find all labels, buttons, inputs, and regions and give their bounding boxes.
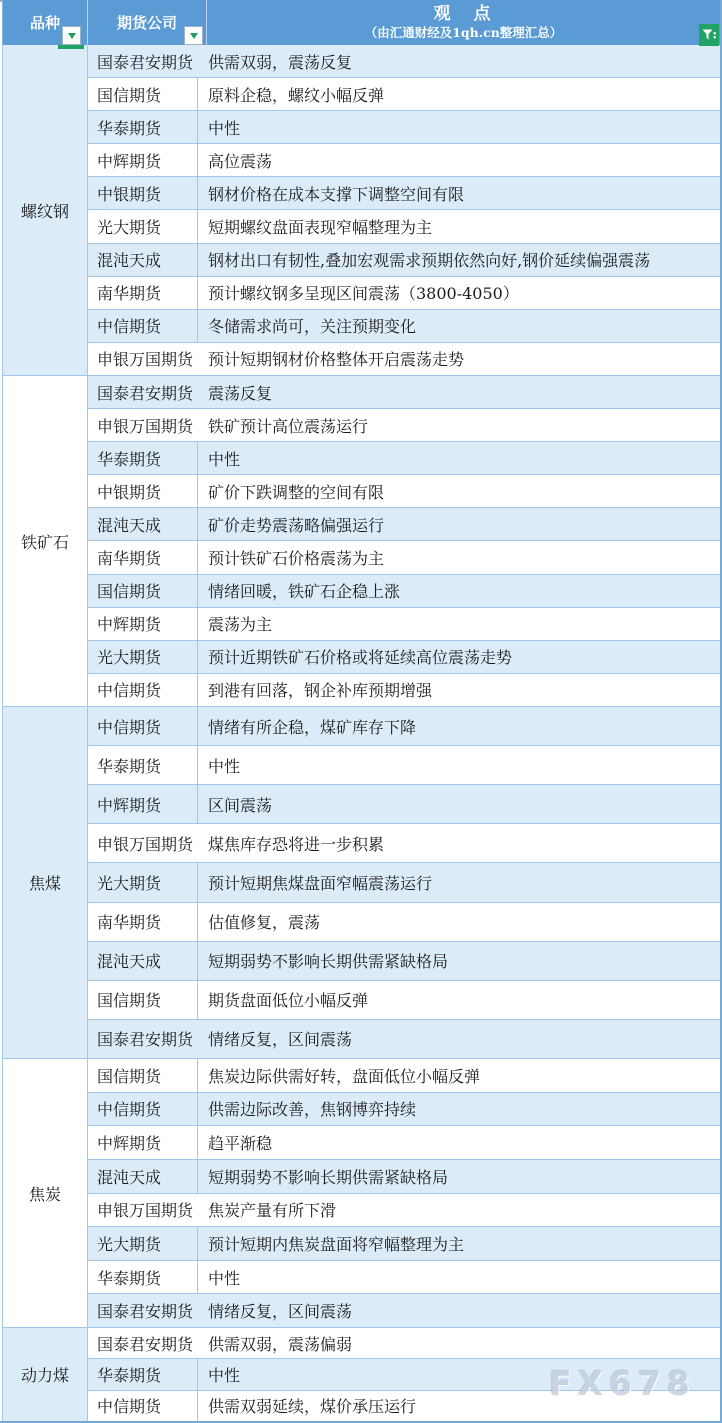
company-cell[interactable]: 中辉期货 bbox=[88, 785, 198, 823]
table-row[interactable] bbox=[88, 508, 720, 541]
table-row[interactable] bbox=[88, 277, 720, 310]
header-view-title: 观 点 bbox=[433, 4, 494, 25]
company-cell[interactable]: 申银万国期货 bbox=[97, 1201, 194, 1221]
company-cell[interactable]: 国信期货 bbox=[88, 575, 198, 607]
company-cell[interactable]: 光大期货 bbox=[88, 1227, 198, 1260]
commodity-section bbox=[3, 45, 720, 376]
view-cell[interactable]: 预计近期铁矿石价格或将延续高位震荡走势 bbox=[208, 648, 513, 668]
company-cell[interactable]: 混沌天成 bbox=[88, 508, 198, 540]
table-row[interactable] bbox=[88, 863, 720, 902]
table-row[interactable] bbox=[88, 376, 720, 409]
table-row[interactable] bbox=[88, 981, 720, 1020]
company-cell[interactable]: 南华期货 bbox=[88, 277, 198, 309]
view-cell[interactable]: 到港有回落，钢企补库预期增强 bbox=[208, 681, 433, 701]
view-cell[interactable]: 冬储需求尚可，关注预期变化 bbox=[208, 317, 417, 337]
table-row[interactable] bbox=[88, 244, 720, 277]
view-cell[interactable]: 供需双弱，震荡反复 bbox=[208, 52, 353, 72]
table-row[interactable] bbox=[88, 746, 720, 785]
section-rows bbox=[88, 45, 720, 375]
view-cell[interactable]: 期货盘面低位小幅反弹 bbox=[208, 991, 369, 1011]
view-cell[interactable]: 铁矿预计高位震荡运行 bbox=[208, 416, 369, 436]
view-cell[interactable]: 煤焦库存恐将进一步积累 bbox=[208, 834, 385, 854]
funnel-icon bbox=[701, 27, 717, 43]
table-row[interactable] bbox=[88, 1160, 720, 1194]
company-cell[interactable]: 申银万国期货 bbox=[97, 834, 194, 854]
table-row[interactable] bbox=[88, 785, 720, 824]
variety-cell[interactable]: 螺纹钢 bbox=[3, 45, 88, 375]
table-header bbox=[2, 0, 720, 45]
view-cell[interactable]: 短期弱势不影响长期供需紧缺格局 bbox=[208, 1167, 449, 1187]
view-cell[interactable]: 震荡反复 bbox=[208, 383, 273, 403]
view-cell[interactable]: 情绪反复，区间震荡 bbox=[208, 1302, 353, 1322]
view-cell[interactable]: 预计短期内焦炭盘面将窄幅整理为主 bbox=[208, 1234, 465, 1254]
company-cell[interactable]: 中信期货 bbox=[88, 707, 198, 745]
commodity-section bbox=[3, 707, 720, 1059]
commodity-section bbox=[3, 1059, 720, 1328]
table-row[interactable] bbox=[88, 1359, 720, 1390]
table-row[interactable] bbox=[88, 541, 720, 574]
company-cell[interactable]: 中信期货 bbox=[88, 1093, 198, 1126]
table-row[interactable] bbox=[88, 674, 720, 706]
table-row[interactable] bbox=[88, 310, 720, 343]
company-cell[interactable]: 华泰期货 bbox=[88, 442, 198, 474]
table-row[interactable] bbox=[88, 641, 720, 674]
company-cell[interactable]: 中信期货 bbox=[88, 674, 198, 706]
header-variety: 品种 bbox=[3, 0, 88, 45]
view-cell[interactable]: 高位震荡 bbox=[208, 151, 273, 171]
commodity-section bbox=[3, 1328, 720, 1421]
company-cell[interactable]: 光大期货 bbox=[88, 641, 198, 673]
table-row[interactable] bbox=[88, 1126, 720, 1160]
table-row[interactable] bbox=[88, 177, 720, 210]
company-cell[interactable]: 国信期货 bbox=[88, 78, 198, 110]
variety-cell[interactable]: 铁矿石 bbox=[3, 376, 88, 706]
section-rows bbox=[88, 376, 720, 706]
company-cell[interactable]: 国泰君安期货 bbox=[97, 383, 194, 403]
company-cell[interactable]: 中银期货 bbox=[88, 177, 198, 209]
view-cell[interactable]: 震荡为主 bbox=[208, 615, 273, 635]
variety-cell[interactable]: 焦煤 bbox=[3, 707, 88, 1058]
view-cell[interactable]: 趋平渐稳 bbox=[208, 1134, 273, 1154]
table-row[interactable] bbox=[88, 78, 720, 111]
company-cell[interactable]: 光大期货 bbox=[88, 863, 198, 901]
company-cell[interactable]: 华泰期货 bbox=[88, 1359, 198, 1389]
view-cell[interactable]: 钢材价格在成本支撑下调整空间有限 bbox=[208, 184, 465, 204]
view-cell[interactable]: 区间震荡 bbox=[208, 795, 273, 815]
table-row[interactable] bbox=[88, 144, 720, 177]
table-row[interactable] bbox=[88, 475, 720, 508]
table-row[interactable] bbox=[88, 824, 720, 863]
company-cell[interactable]: 中辉期货 bbox=[88, 144, 198, 176]
company-cell[interactable]: 国泰君安期货 bbox=[97, 1334, 194, 1354]
view-cell[interactable]: 矿价下跌调整的空间有限 bbox=[208, 482, 385, 502]
company-cell[interactable]: 中信期货 bbox=[88, 1391, 198, 1421]
company-cell[interactable]: 国泰君安期货 bbox=[97, 52, 194, 72]
table-row[interactable] bbox=[88, 575, 720, 608]
table-row[interactable] bbox=[88, 343, 720, 375]
company-cell[interactable]: 中辉期货 bbox=[88, 1126, 198, 1159]
view-cell[interactable]: 矿价走势震荡略偏强运行 bbox=[208, 515, 385, 535]
view-cell[interactable]: 供需双弱延续，煤价承压运行 bbox=[208, 1397, 417, 1417]
company-cell[interactable]: 华泰期货 bbox=[88, 1261, 198, 1294]
view-cell[interactable]: 预计短期焦煤盘面窄幅震荡运行 bbox=[208, 873, 433, 893]
header-view-subtitle: （由汇通财经及1qh.cn整理汇总） bbox=[364, 25, 563, 41]
table-row[interactable] bbox=[88, 210, 720, 243]
company-cell[interactable]: 混沌天成 bbox=[88, 1160, 198, 1193]
watermark-text: FX678 bbox=[549, 1364, 696, 1403]
table-row[interactable] bbox=[88, 442, 720, 475]
table-sections bbox=[2, 45, 720, 1421]
table-row[interactable] bbox=[88, 1391, 720, 1421]
dropdown-arrow-icon bbox=[68, 33, 76, 39]
view-cell[interactable]: 情绪回暖，铁矿石企稳上涨 bbox=[208, 582, 401, 602]
company-cell[interactable]: 光大期货 bbox=[88, 210, 198, 242]
view-cell[interactable]: 供需双弱，震荡偏弱 bbox=[208, 1334, 353, 1354]
table-row[interactable] bbox=[88, 903, 720, 942]
view-cell[interactable]: 短期螺纹盘面表现窄幅整理为主 bbox=[208, 218, 433, 238]
company-cell[interactable]: 中辉期货 bbox=[88, 608, 198, 640]
view-cell[interactable]: 原料企稳，螺纹小幅反弹 bbox=[208, 85, 385, 105]
view-cell[interactable]: 中性 bbox=[208, 118, 241, 138]
company-cell[interactable]: 国泰君安期货 bbox=[97, 1302, 194, 1322]
table-row[interactable] bbox=[88, 1261, 720, 1295]
commodity-section bbox=[3, 376, 720, 707]
view-cell[interactable]: 中性 bbox=[208, 756, 241, 776]
view-cell[interactable]: 预计铁矿石价格震荡为主 bbox=[208, 549, 385, 569]
view-cell[interactable]: 情绪有所企稳，煤矿库存下降 bbox=[208, 717, 417, 737]
table-row[interactable] bbox=[88, 1194, 720, 1228]
view-cell[interactable]: 焦炭边际供需好转，盘面低位小幅反弹 bbox=[208, 1066, 481, 1086]
table-row[interactable] bbox=[88, 45, 720, 78]
view-cell[interactable]: 预计短期钢材价格整体开启震荡走势 bbox=[208, 350, 465, 370]
company-cell[interactable]: 南华期货 bbox=[88, 903, 198, 941]
company-cell[interactable]: 国信期货 bbox=[88, 981, 198, 1019]
view-cell[interactable]: 中性 bbox=[208, 1365, 241, 1385]
variety-cell[interactable]: 动力煤 bbox=[3, 1328, 88, 1421]
table-row[interactable] bbox=[88, 608, 720, 641]
company-filter-dropdown-button[interactable] bbox=[184, 26, 203, 45]
company-cell[interactable]: 混沌天成 bbox=[88, 244, 198, 276]
company-cell[interactable]: 申银万国期货 bbox=[97, 350, 194, 370]
table-row[interactable] bbox=[88, 1227, 720, 1261]
company-cell[interactable]: 华泰期货 bbox=[88, 111, 198, 143]
view-cell[interactable]: 估值修复，震荡 bbox=[208, 913, 321, 933]
section-rows bbox=[88, 707, 720, 1058]
company-cell[interactable]: 华泰期货 bbox=[88, 746, 198, 784]
view-cell[interactable]: 情绪反复，区间震荡 bbox=[208, 1030, 353, 1050]
section-rows bbox=[88, 1328, 720, 1421]
table-row[interactable] bbox=[88, 942, 720, 981]
table-row[interactable] bbox=[88, 1059, 720, 1093]
table-row[interactable] bbox=[88, 1020, 720, 1058]
table-row[interactable] bbox=[88, 707, 720, 746]
company-cell[interactable]: 混沌天成 bbox=[88, 942, 198, 980]
dropdown-arrow-icon bbox=[190, 33, 198, 39]
table-row[interactable] bbox=[88, 1093, 720, 1127]
table-row[interactable] bbox=[88, 409, 720, 442]
view-cell[interactable]: 中性 bbox=[208, 1268, 241, 1288]
view-cell[interactable]: 中性 bbox=[208, 449, 241, 469]
view-cell[interactable]: 焦炭产量有所下滑 bbox=[208, 1201, 337, 1221]
variety-cell[interactable]: 焦炭 bbox=[3, 1059, 88, 1327]
filter-funnel-button[interactable] bbox=[699, 24, 719, 46]
table-row[interactable] bbox=[88, 1328, 720, 1359]
header-company: 期货公司 bbox=[88, 0, 207, 45]
active-cell-marker bbox=[58, 45, 84, 49]
table-row[interactable] bbox=[88, 1294, 720, 1327]
view-cell[interactable]: 供需边际改善，焦钢博弈持续 bbox=[208, 1100, 417, 1120]
view-cell[interactable]: 钢材出口有韧性,叠加宏观需求预期依然向好,钢价延续偏强震荡 bbox=[208, 251, 651, 271]
view-cell[interactable]: 短期弱势不影响长期供需紧缺格局 bbox=[208, 952, 449, 972]
company-cell[interactable]: 申银万国期货 bbox=[97, 416, 194, 436]
company-cell[interactable]: 国信期货 bbox=[88, 1059, 198, 1092]
company-cell[interactable]: 国泰君安期货 bbox=[97, 1030, 194, 1050]
company-cell[interactable]: 中信期货 bbox=[88, 310, 198, 342]
company-cell[interactable]: 南华期货 bbox=[88, 541, 198, 573]
variety-filter-dropdown-button[interactable] bbox=[62, 26, 81, 45]
company-cell[interactable]: 中银期货 bbox=[88, 475, 198, 507]
header-view bbox=[207, 0, 720, 45]
table-row[interactable] bbox=[88, 111, 720, 144]
section-rows bbox=[88, 1059, 720, 1327]
view-cell[interactable]: 预计螺纹钢多呈现区间震荡（3800-4050） bbox=[208, 284, 519, 304]
